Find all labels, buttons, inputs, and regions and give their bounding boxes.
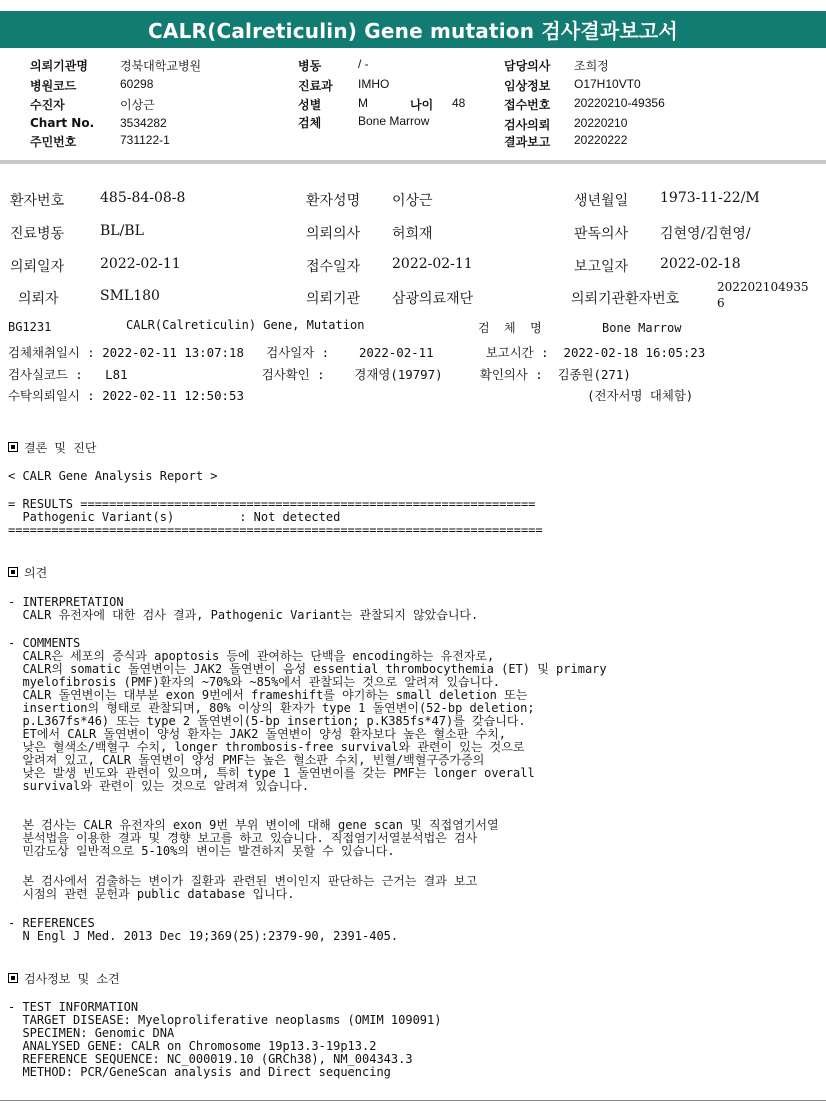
opinion-heading [8, 567, 47, 580]
patient-value: 삼광의료재단 [392, 291, 474, 307]
results-header: = RESULTS =============================================================== [8, 497, 536, 511]
header-label: 병동 [298, 59, 322, 73]
header-label: 접수번호 [504, 98, 551, 112]
comments-block-3: 본 검사에서 검출하는 변이가 질환과 관련된 변이인지 판단하는 근거는 결과 보고 시점의 관련 문헌과 public database 입니다. [22, 874, 478, 901]
patient-value: SML180 [100, 288, 160, 304]
results-row: Pathogenic Variant(s) : Not detected [8, 510, 341, 524]
square-bullet-icon [8, 567, 18, 577]
header-label: 수진자 [30, 98, 65, 112]
header-label: 의뢰기관명 [30, 59, 88, 73]
patient-value: BL/BL [100, 223, 144, 239]
patient-value: 2022-02-11 [100, 256, 181, 272]
header-value: M [358, 96, 368, 110]
patient-value: 허희재 [392, 226, 433, 242]
patient-label: 의뢰자 [18, 291, 59, 307]
interpretation-block: - INTERPRETATION CALR 유전자에 대한 검사 결과, Pathogenic Variant는 관찰되지 않았습니다. [8, 595, 479, 622]
page-bottom-border [0, 1100, 826, 1101]
patient-label: 의뢰의사 [306, 226, 361, 242]
header-value: 3534282 [120, 116, 167, 130]
header-label: 나이 [410, 98, 434, 112]
opinion-title: 의견 [24, 566, 48, 580]
header-value: 20220210-49356 [574, 96, 665, 110]
header-label: 검체 [298, 116, 322, 130]
patient-label: 진료병동 [10, 226, 65, 242]
conclusion-heading [8, 442, 96, 455]
patient-label: 환자번호 [10, 193, 65, 209]
patient-value-tail: 6 [717, 296, 725, 310]
comments-block: - COMMENTS CALR은 세포의 증식과 apoptosis 등에 관여하는 단백을 encoding하는 유전자로, CALR의 somatic 돌연변이는 JAK2 돌연변이 음성 essential thrombocythemia (ET) 및 primary myelofibrosis (PMF)환자의 ~70%와 ~85%에서 관찰되는 것으로 알려져 있습니다. CALR 돌연변이는 대부분 exon 9번에서 frameshift를 야기하는 small deletion 또는 insertion의 형태로 관찰되며, 80% 이상의 환자가 type 1 돌연변이(52-bp deletion; p.L367fs*46) 또는 type 2 돌연변이(5-bp insertion; p.K385fs*47)를 갖습니다. ET에서 CALR 돌연변이 양성 환자는 JAK2 돌연변이 양성 환자보다 높은 혈소판 수치, 낮은 혈색소/백혈구 수치, longer thrombosis-free survival와 관련이 있는 것으로 알려져 있고, CALR 돌연변이 양성 PMF는 높은 혈소판 수치, 빈혈/백혈구증가증의 낮은 발생 빈도와 관련이 있으며, 특히 type 1 돌연변이를 갖는 PMF는 longer overall survival와 관련이 있는 것으로 알려져 있습니다. [8, 636, 607, 793]
header-value: 60298 [120, 77, 154, 91]
test-code: BG1231 [8, 320, 52, 334]
square-bullet-icon [8, 442, 18, 452]
test-detail-row: 검체채취일시 : 2022-02-11 13:07:18 검사일자 : 2022-02-11 보고시간 : 2022-02-18 16:05:23 [8, 345, 706, 360]
report-title: CALR(Calreticulin) Gene mutation 검사결과보고서 [148, 19, 678, 43]
header-value: Bone Marrow [358, 114, 430, 128]
header-label: 병원코드 [30, 79, 77, 93]
test-name: CALR(Calreticulin) Gene, Mutation [126, 318, 365, 332]
patient-label: 의뢰일자 [10, 259, 65, 275]
patient-label: 판독의사 [574, 226, 629, 242]
patient-label: 보고일자 [574, 259, 629, 275]
header-label: 성별 [298, 98, 322, 112]
header-label: 담당의사 [504, 59, 551, 73]
patient-value: 1973-11-22/M [660, 190, 760, 206]
header-value: 조희정 [574, 59, 609, 73]
specimen-value: Bone Marrow [602, 321, 682, 335]
header-value: 20220222 [574, 133, 628, 147]
header-label: 검사의뢰 [504, 118, 551, 132]
header-value: 48 [452, 96, 466, 110]
comments-block-2: 본 검사는 CALR 유전자의 exon 9번 부위 변이에 대해 gene scan 및 직접염기서열 분석법을 이용한 결과 및 경향 보고를 하고 있습니다. 직접염기서열분석법은 검사 민감도상 일반적으로 5-10%의 변이는 발견하지 못할 수 있습니다. [22, 818, 499, 858]
header-label: 진료과 [298, 79, 333, 93]
header-value: O17H10VT0 [574, 77, 641, 91]
report-title-bar [0, 11, 826, 48]
patient-value: 김현영/김현영/ [660, 226, 751, 242]
header-label: 결과보고 [504, 135, 551, 149]
header-value: / - [358, 57, 369, 71]
patient-label: 의뢰기관 [306, 291, 361, 307]
info-title: 검사정보 및 소견 [24, 972, 120, 986]
header-label: 임상정보 [504, 79, 551, 93]
test-info-block: - TEST INFORMATION TARGET DISEASE: Myeloproliferative neoplasms (OMIM 109091) SPECIMEN: Genomic DNA ANALYSED GENE: CALR on Chromosome 19p13.3-19p13.2 REFERENCE SEQUENCE: NC_000019.10 (GRCh38), NM_004343.3 METHOD: PCR/GeneScan analysis and Direct sequencing [8, 1000, 442, 1079]
header-label: Chart No. [30, 116, 95, 130]
specimen-label: 검 체 명 [478, 321, 542, 335]
patient-label: 의뢰기관환자번호 [571, 291, 680, 307]
header-value: 731122-1 [120, 133, 170, 147]
header-value: 이상근 [120, 98, 155, 112]
header-separator [0, 160, 826, 164]
patient-value: 485-84-08-8 [100, 190, 186, 206]
patient-label: 환자성명 [306, 193, 361, 209]
test-detail-row: 수탁의뢰일시 : 2022-02-11 12:50:53 (전자서명 대체함) [8, 388, 694, 403]
references-block: - REFERENCES N Engl J Med. 2013 Dec 19;369(25):2379-90, 2391-405. [8, 916, 399, 943]
patient-value: 2022-02-18 [660, 256, 741, 272]
conclusion-title: 결론 및 진단 [24, 441, 97, 455]
patient-label: 생년월일 [574, 193, 629, 209]
test-detail-row: 검사실코드 : L81 검사확인 : 경재영(19797) 확인의사 : 김종원(271) [8, 367, 631, 382]
info-heading [8, 973, 120, 986]
header-label: 주민번호 [30, 135, 77, 149]
header-value: IMHO [358, 77, 390, 91]
patient-value: 이상근 [392, 193, 433, 209]
header-value: 20220210 [574, 116, 628, 130]
results-end: ========================================================================== [8, 523, 543, 537]
square-bullet-icon [8, 973, 18, 983]
report-title-line: < CALR Gene Analysis Report > [8, 469, 218, 483]
patient-value: 2022-02-11 [392, 256, 473, 272]
header-value: 경북대학교병원 [120, 59, 202, 73]
patient-label: 접수일자 [306, 259, 361, 275]
patient-value: 202202104935 [717, 280, 809, 294]
